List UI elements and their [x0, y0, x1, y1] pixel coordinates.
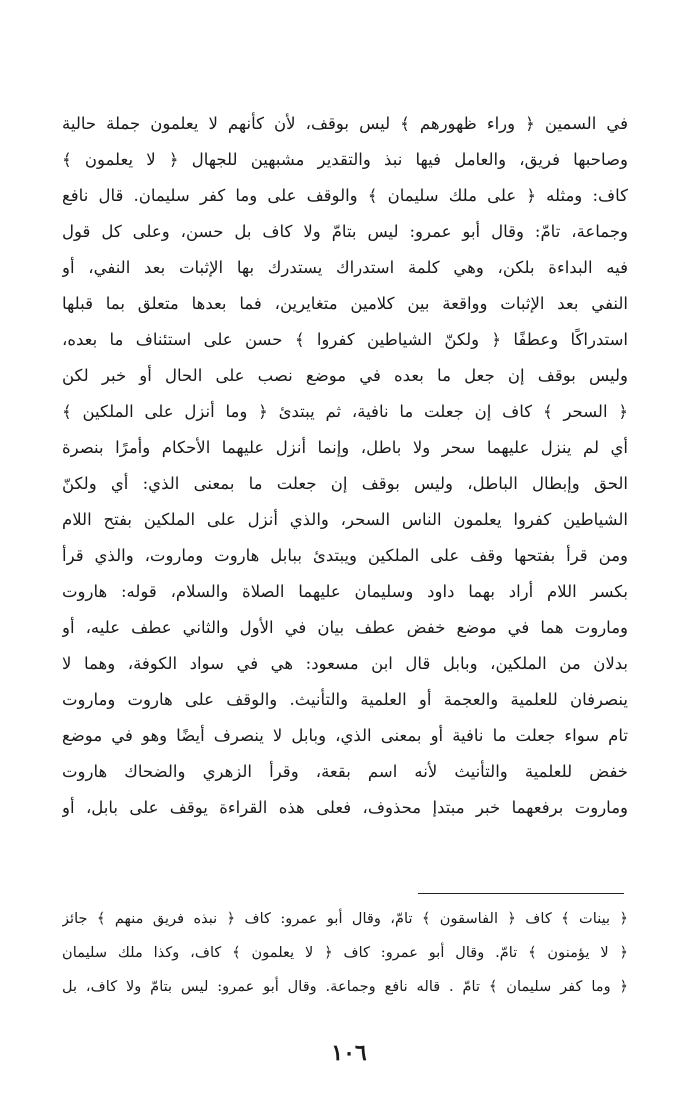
- text-line: كاف: ومثله ﴿ على ملك سليمان ﴾ والوقف على وما كفر سليمان. قال نافع: [62, 186, 628, 205]
- page-number: ١٠٦: [331, 1040, 367, 1066]
- text-line: الحق وإبطال الباطل، وليس بوقف إن جعلت ما بمعنى الذي: أي ولكنّ: [62, 474, 628, 493]
- main-text: [62, 106, 628, 826]
- text-line: في السمين ﴿ وراء ظهورهم ﴾ ليس بوقف، لأن كأنهم لا يعلمون جملة حالية: [62, 114, 628, 133]
- text-line: وماروت هما في موضع خفض عطف بيان في الأول والثاني عطف عليه، أو: [62, 618, 628, 637]
- text-line: ﴿ السحر ﴾ كاف إن جعلت ما نافية، ثم يبتدئ ﴿ وما أنزل على الملكين ﴾: [62, 402, 628, 421]
- text-line: الشياطين كفروا يعلمون الناس السحر، والذي أنزل على الملكين بفتح اللام: [62, 510, 628, 529]
- text-line: وصاحبها فريق، والعامل فيها نبذ والتقدير مشبهين للجهال ﴿ لا يعلمون ﴾: [62, 150, 628, 169]
- footnote-line: ﴿ لا يؤمنون ﴾ تامّ. وقال أبو عمرو: كاف ﴿ لا يعلمون ﴾ كاف، وكذا ملك سليمان: [62, 944, 628, 961]
- text-line: خفض للعلمية والتأنيث لأنه اسم بقعة، وقرأ الزهري والضحاك هاروت: [62, 762, 628, 781]
- text-line: ومن قرأ بفتحها وقف على الملكين ويبتدئ ببابل هاروت وماروت، والذي قرأ: [62, 546, 628, 565]
- footnote-line: ﴿ وما كفر سليمان ﴾ تامّ . قاله نافع وجماعة. وقال أبو عمرو: ليس بتامّ ولا كاف، بل: [62, 978, 628, 995]
- footnotes: [62, 902, 628, 1004]
- text-line: فيه البداءة بلكن، وهي كلمة استدراك يستدرك بها الإثبات بعد النفي، أو: [62, 258, 628, 277]
- footnote-divider: [418, 893, 624, 894]
- text-line: وماروت برفعهما خبر مبتدإ محذوف، فعلى هذه القراءة يوقف على بابل، أو: [62, 798, 628, 817]
- text-line: استدراكًا وعطفًا ﴿ ولكنّ الشياطين كفروا ﴾ حسن على استئناف ما بعده،: [62, 330, 628, 349]
- text-line: وجماعة، تامّ: وقال أبو عمرو: ليس بتامّ ولا كاف بل حسن، وعلى كل قول: [62, 222, 628, 241]
- footnote-line: ﴿ بينات ﴾ كاف ﴿ الفاسقون ﴾ تامّ، وقال أبو عمرو: كاف ﴿ نبذه فريق منهم ﴾ جائز: [62, 910, 628, 927]
- text-line: وليس بوقف إن جعل ما بعده في موضع نصب على الحال أو خبر لكن: [62, 366, 628, 385]
- text-line: بدلان من الملكين، وبابل قال ابن مسعود: هي في سواد الكوفة، وهما لا: [62, 654, 628, 673]
- text-line: تام سواء جعلت ما نافية أو بمعنى الذي، وبابل لا ينصرف أيضًا وهو في موضع: [62, 726, 628, 745]
- text-line: ينصرفان للعلمية والعجمة أو العلمية والتأنيث. والوقف على هاروت وماروت: [62, 690, 628, 709]
- text-line: النفي بعد الإثبات وواقعة بين كلامين متغايرين، فما بعدها متعلق بما قبلها: [62, 294, 628, 313]
- text-line: أي لم ينزل عليهما سحر ولا باطل، وإنما أنزل عليهما الأحكام وأمرًا بنصرة: [62, 438, 628, 457]
- text-line: بكسر اللام أراد بهما داود وسليمان عليهما الصلاة والسلام، قوله: هاروت: [62, 582, 628, 601]
